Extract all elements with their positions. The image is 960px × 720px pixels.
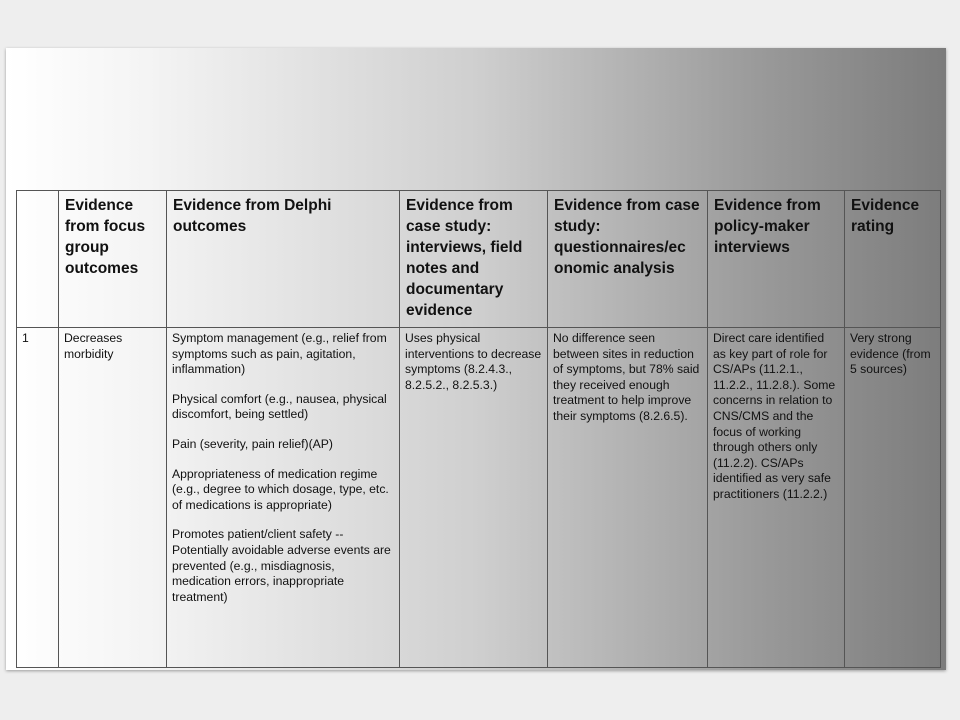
cell-rating: Very strong evidence (from 5 sources): [845, 328, 941, 668]
header-rating: Evidence rating: [845, 191, 941, 328]
header-number: [17, 191, 59, 328]
header-policy-maker: Evidence from policy-maker interviews: [708, 191, 845, 328]
table-row: [17, 328, 941, 668]
row-number: 1: [17, 328, 59, 668]
header-row: [17, 191, 941, 328]
delphi-item: Symptom management (e.g., relief from symptoms such as pain, agitation, inflammation): [172, 331, 387, 377]
header-case-study-interviews: Evidence from case study: interviews, field notes and documentary evidence: [400, 191, 548, 328]
evidence-table: [16, 190, 941, 668]
cell-case-study-questionnaires: No difference seen between sites in reduction of symptoms, but 78% said they received enough treatment to help improve their symptoms (8.2.6.5).: [548, 328, 708, 668]
cell-policy-maker: Direct care identified as key part of role for CS/APs (11.2.1., 11.2.2., 11.2.8.). Some concerns in relation to CNS/CMS and the focus of working through others only (11.2.2). CS/APs identified as very safe practitioners (11.2.2.): [708, 328, 845, 668]
delphi-item: Pain (severity, pain relief)(AP): [172, 436, 333, 451]
cell-case-study-interviews: Uses physical interventions to decrease symptoms (8.2.4.3., 8.2.5.2., 8.2.5.3.): [400, 328, 548, 668]
header-focus-group: Evidence from focus group outcomes: [59, 191, 167, 328]
header-delphi: Evidence from Delphi outcomes: [167, 191, 400, 328]
delphi-item: Appropriateness of medication regime (e.g., degree to which dosage, type, etc. of medications is appropriate): [172, 466, 389, 512]
cell-focus-group: Decreases morbidity: [59, 328, 167, 668]
delphi-item: Physical comfort (e.g., nausea, physical discomfort, being settled): [172, 391, 387, 422]
cell-delphi: [167, 328, 400, 668]
delphi-item: Promotes patient/client safety -- Potentially avoidable adverse events are prevented (e.g., misdiagnosis, medication errors, inappropriate treatment): [172, 527, 391, 604]
header-case-study-questionnaires: Evidence from case study: questionnaires/ec onomic analysis: [548, 191, 708, 328]
slide: [6, 48, 946, 670]
